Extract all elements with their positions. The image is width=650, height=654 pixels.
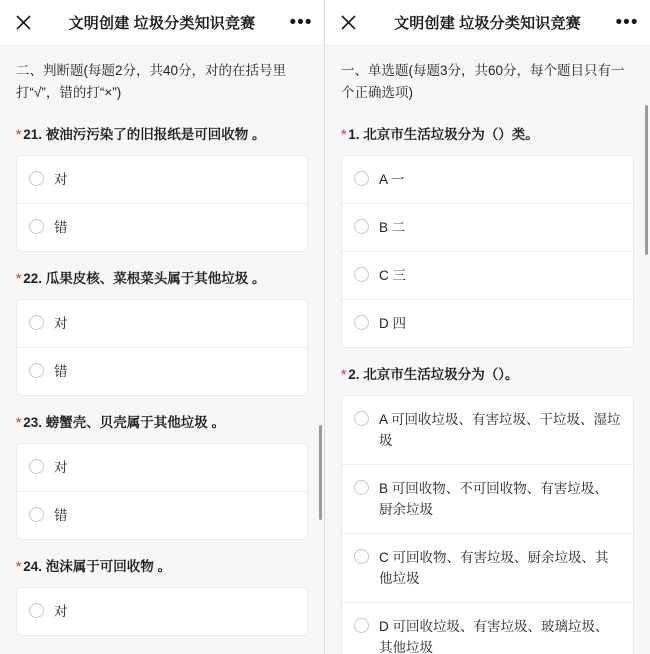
option-label: 对 [54, 460, 68, 475]
survey-content-left[interactable] [0, 44, 324, 654]
option-label: 错 [54, 508, 68, 523]
option-label: C 可回收物、有害垃圾、厨余垃圾、其他垃圾 [379, 550, 609, 586]
option-group [16, 443, 308, 540]
option-row[interactable] [17, 588, 307, 635]
more-icon[interactable]: ••• [615, 11, 639, 33]
option-label: 错 [54, 220, 68, 235]
radio-icon[interactable] [29, 171, 44, 186]
option-row[interactable] [17, 300, 307, 348]
option-group [16, 299, 308, 396]
radio-icon[interactable] [29, 315, 44, 330]
option-row[interactable] [342, 156, 633, 204]
option-row[interactable] [342, 465, 633, 534]
option-row[interactable] [342, 396, 633, 465]
survey-content-right[interactable] [325, 44, 650, 654]
option-row[interactable] [17, 156, 307, 204]
radio-icon[interactable] [354, 480, 369, 495]
option-label: 对 [54, 604, 68, 619]
option-row[interactable] [17, 204, 307, 251]
option-label: 对 [54, 172, 68, 187]
radio-icon[interactable] [354, 549, 369, 564]
close-icon[interactable] [10, 9, 36, 35]
required-marker: * [16, 271, 22, 286]
question-item [0, 108, 324, 252]
section-intro: 一、单选题(每题3分，共60分，每个题目只有一个正确选项) [325, 44, 650, 108]
option-label: D 四 [379, 316, 406, 331]
required-marker: * [16, 127, 22, 142]
scrollbar-thumb[interactable] [319, 425, 322, 520]
option-label: 对 [54, 316, 68, 331]
radio-icon[interactable] [29, 603, 44, 618]
radio-icon[interactable] [354, 267, 369, 282]
radio-icon[interactable] [354, 171, 369, 186]
radio-icon[interactable] [29, 363, 44, 378]
right-panel [325, 0, 650, 654]
page-title: 文明创建 垃圾分类知识竞赛 [68, 14, 256, 32]
close-icon[interactable] [335, 9, 361, 35]
required-marker: * [341, 127, 347, 142]
navbar-left [0, 0, 324, 44]
question-item [0, 252, 324, 396]
required-marker: * [341, 367, 347, 382]
radio-icon[interactable] [354, 411, 369, 426]
question-text: 21. 被油污污染了的旧报纸是可回收物 。 [23, 127, 266, 142]
scrollbar-thumb[interactable] [645, 105, 648, 255]
question-text: 22. 瓜果皮核、菜根菜头属于其他垃圾 。 [23, 271, 266, 286]
option-group [341, 395, 634, 654]
radio-icon[interactable] [29, 507, 44, 522]
more-icon[interactable]: ••• [289, 11, 313, 33]
question-text: 1. 北京市生活垃圾分为（）类。 [348, 127, 539, 142]
required-marker: * [16, 559, 22, 574]
option-label: D 可回收垃圾、有害垃圾、玻璃垃圾、其他垃圾 [379, 619, 609, 654]
navbar-right [325, 0, 650, 44]
question-item [0, 396, 324, 540]
question-title [16, 124, 308, 145]
question-text: 24. 泡沫属于可回收物 。 [23, 559, 172, 574]
option-group [341, 155, 634, 348]
option-row[interactable] [17, 444, 307, 492]
radio-icon[interactable] [354, 219, 369, 234]
question-title [341, 364, 634, 385]
page-title: 文明创建 垃圾分类知识竞赛 [394, 14, 581, 32]
question-item [325, 348, 650, 654]
option-label: 错 [54, 364, 68, 379]
option-row[interactable] [342, 252, 633, 300]
question-title [16, 268, 308, 289]
radio-icon[interactable] [354, 315, 369, 330]
option-row[interactable] [342, 534, 633, 603]
option-group [16, 155, 308, 252]
question-title [16, 556, 308, 577]
question-title [341, 124, 634, 145]
radio-icon[interactable] [29, 219, 44, 234]
required-marker: * [16, 415, 22, 430]
option-label: C 三 [379, 268, 406, 283]
radio-icon[interactable] [354, 618, 369, 633]
section-intro: 二、判断题(每题2分，共40分，对的在括号里打“√”，错的打“×”) [0, 44, 324, 108]
question-text: 2. 北京市生活垃圾分为（）。 [348, 367, 519, 382]
option-label: B 可回收物、不可回收物、有害垃圾、厨余垃圾 [379, 481, 608, 517]
option-group [16, 587, 308, 636]
question-title [16, 412, 308, 433]
question-item [325, 108, 650, 348]
option-label: A 一 [379, 172, 405, 187]
question-item [0, 540, 324, 636]
option-label: A 可回收垃圾、有害垃圾、干垃圾、湿垃圾 [379, 412, 621, 448]
option-label: B 二 [379, 220, 406, 235]
option-row[interactable] [17, 348, 307, 395]
option-row[interactable] [17, 492, 307, 539]
option-row[interactable] [342, 300, 633, 347]
option-row[interactable] [342, 204, 633, 252]
option-row[interactable] [342, 603, 633, 654]
radio-icon[interactable] [29, 459, 44, 474]
question-text: 23. 螃蟹壳、贝壳属于其他垃圾 。 [23, 415, 226, 430]
